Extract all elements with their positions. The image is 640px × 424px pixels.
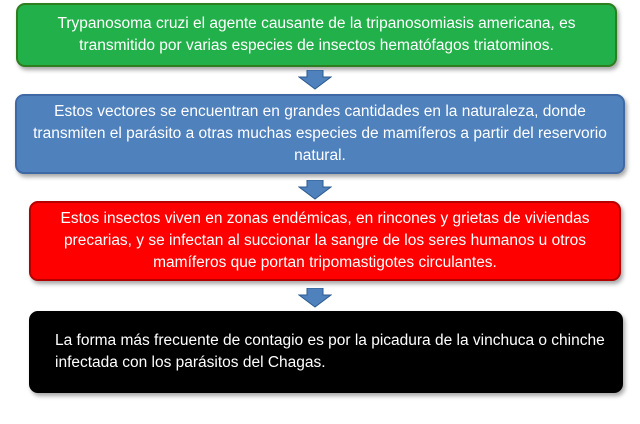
step-box-2	[15, 94, 625, 174]
arrow-shape-2	[299, 180, 331, 199]
step-text-3: Estos insectos viven en zonas endémicas, en rincones y grietas de viviendas precarias, y se infectan al succionar la sangre de los seres humanos u otros mamíferos que portan tripomastigotes circulantes.	[60, 210, 590, 271]
down-arrow-icon	[298, 288, 332, 308]
step-text-1: Trypanosoma cruzi el agente causante de la tripanosomiasis americana, es transmitido por varias especies de insectos hematófagos triatominos.	[57, 15, 576, 54]
down-arrow-icon	[298, 180, 332, 200]
arrow-shape-1	[299, 70, 331, 89]
step-text-4: La forma más frecuente de contagio es por la picadura de la vinchuca o chinche infectada con los parásitos del Chagas.	[55, 332, 605, 371]
arrow-shape-3	[299, 288, 331, 307]
step-box-1	[16, 3, 617, 67]
step-box-4	[29, 311, 623, 393]
step-text-2: Estos vectores se encuentran en grandes cantidades en la naturaleza, donde transmiten el parásito a otras muchas especies de mamíferos a partir del reservorio natural.	[33, 103, 607, 164]
down-arrow-icon	[298, 70, 332, 90]
step-box-3	[29, 201, 621, 281]
